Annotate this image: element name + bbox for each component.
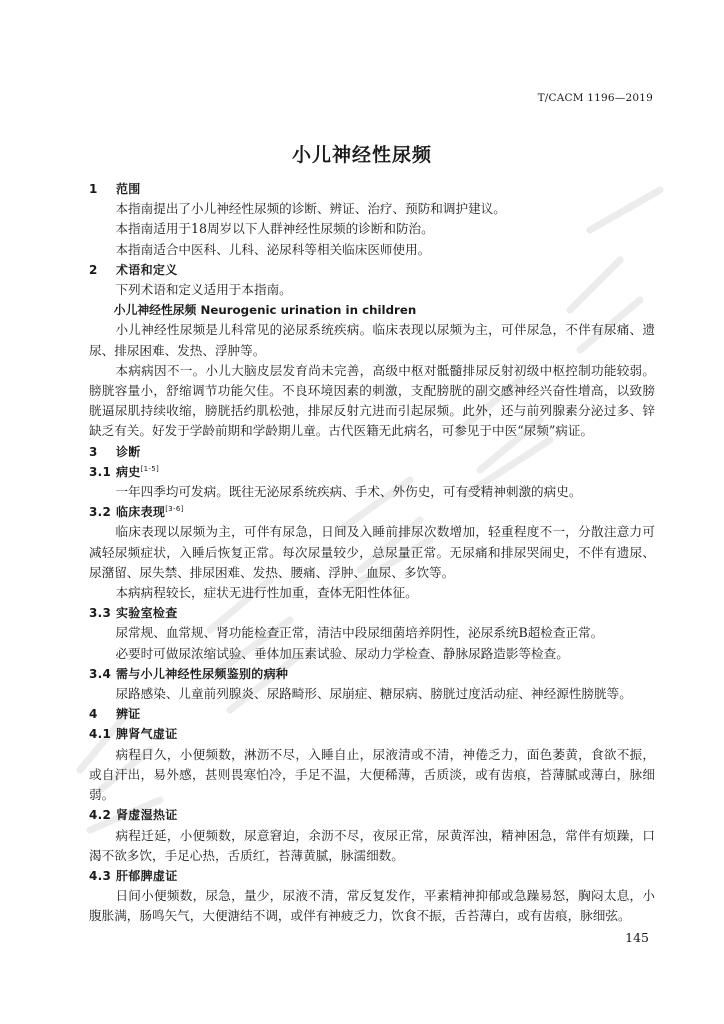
subsection-heading <box>89 462 655 482</box>
citation: [3-6] <box>165 505 184 514</box>
term-entry: 小儿神经性尿频 Neurogenic urination in children <box>113 303 417 318</box>
page-number: 145 <box>625 930 649 945</box>
paragraph: 小儿神经性尿频是儿科常见的泌尿系统疾病。临床表现以尿频为主，可伴尿急，不伴有尿痛、遗尿、排尿困难、发热、浮肿等。 <box>89 322 655 358</box>
subsection-heading <box>89 805 655 825</box>
subsection-title: 肝郁脾虚证 <box>116 868 178 883</box>
paragraph: 必要时可做尿浓缩试验、垂体加压素试验、尿动力学检查、静脉尿路造影等检查。 <box>115 645 569 661</box>
subsection-number: 4.3 <box>89 868 112 883</box>
section-title: 诊断 <box>116 444 141 459</box>
subsection-number: 3.1 <box>89 464 112 479</box>
paragraph: 尿路感染、儿童前列腺炎、尿路畸形、尿崩症、糖尿病、膀胱过度活动症、神经源性膀胱等。 <box>115 686 632 702</box>
section-heading <box>89 179 655 199</box>
section-number: 4 <box>89 707 98 722</box>
paragraph: 日间小便频数，尿急，量少，尿液不清，常反复发作，平素精神抑郁或急躁易怒，胸闷太息，小腹胀满，肠鸣矢气，大便溏结不调，或伴有神疲乏力，饮食不振，舌苔薄白，或有齿痕，脉细弦。 <box>89 888 655 924</box>
subsection-heading <box>89 502 655 522</box>
section-title: 辨证 <box>116 707 141 722</box>
paragraph: 本指南适用于18周岁以下人群神经性尿频的诊断和防治。 <box>115 221 434 237</box>
subsection-number: 4.1 <box>89 727 112 742</box>
subsection-heading <box>89 866 655 886</box>
subsection-number: 3.2 <box>89 505 112 520</box>
document-body <box>89 179 655 927</box>
section-heading <box>89 260 655 280</box>
paragraph: 本病病因不一。小儿大脑皮层发育尚未完善，高级中枢对骶髓排尿反射初级中枢控制功能较弱。膀胱容量小，舒缩调节功能欠佳。不良环境因素的刺激，支配膀胱的副交感神经兴奋性增高，以致膀胱逼尿肌持续收缩，膀胱括约肌松弛，排尿反射亢进而引起尿频。此外，还与前列腺素分泌过多、锌缺乏有关。好发于学龄前期和学龄期儿童。古代医籍无此病名，可参见于中医“尿频”病证。 <box>89 362 655 439</box>
subsection-title: 实验室检查 <box>116 606 178 621</box>
paragraph: 尿常规、血常规、肾功能检查正常，清洁中段尿细菌培养阴性，泌尿系统B超检查正常。 <box>115 625 604 641</box>
subsection-number: 3.3 <box>89 606 112 621</box>
subsection-title: 病史 <box>116 464 141 479</box>
subsection-heading <box>89 724 655 744</box>
section-number: 3 <box>89 444 98 459</box>
subsection-number: 4.2 <box>89 808 112 823</box>
section-title: 范围 <box>116 182 141 196</box>
paragraph: 病程日久，小便频数，淋沥不尽，入睡自止，尿液清或不清，神倦乏力，面色萎黄，食欲不振，或自汗出，易外感，甚则畏寒怕冷，手足不温，大便稀薄，舌质淡，或有齿痕，苔薄腻或薄白，脉细弱。 <box>89 746 655 803</box>
paragraph: 本指南提出了小儿神经性尿频的诊断、辨证、治疗、预防和调护建议。 <box>115 201 506 217</box>
paragraph: 临床表现以尿频为主，可伴有尿急，日间及入睡前排尿次数增加，轻重程度不一，分散注意力可减轻尿频症状，入睡后恢复正常。每次尿量较少，总尿量正常。无尿痛和排尿哭闹史，不伴有遗尿、尿潴留、尿失禁、排尿困难、发热、腰痛、浮肿、血尿、多饮等。 <box>89 524 655 580</box>
subsection-title: 脾肾气虚证 <box>116 727 178 742</box>
section-number: 2 <box>89 262 98 277</box>
subsection-heading <box>89 664 655 684</box>
paragraph: 病程迁延，小便频数，尿意窘迫，余沥不尽，夜尿正常，尿黄浑浊，精神困急，常伴有烦躁，口渴不欲多饮，手足心热，舌质红，苔薄黄腻，脉濡细数。 <box>89 827 655 863</box>
paragraph: 本病病程较长，症状无进行性加重，查体无阳性体征。 <box>115 585 418 601</box>
section-heading <box>89 704 655 724</box>
subsection-heading <box>89 603 655 623</box>
subsection-title: 肾虚湿热证 <box>116 808 178 823</box>
section-title: 术语和定义 <box>116 262 178 277</box>
section-number: 1 <box>89 182 98 196</box>
subsection-title: 需与小儿神经性尿频鉴别的病种 <box>116 666 289 681</box>
page-title: 小儿神经性尿频 <box>291 144 432 166</box>
document-code: T/CACM 1196—2019 <box>537 92 653 104</box>
subsection-number: 3.4 <box>89 666 112 681</box>
subsection-title: 临床表现 <box>116 505 166 520</box>
paragraph: 下列术语和定义适用于本指南。 <box>115 282 292 298</box>
paragraph: 本指南适合中医科、儿科、泌尿科等相关临床医师使用。 <box>115 241 431 257</box>
citation: [1-5] <box>140 464 160 473</box>
section-heading <box>89 442 655 462</box>
paragraph: 一年四季均可发病。既往无泌尿系统疾病、手术、外伤史，可有受精神刺激的病史。 <box>115 484 582 500</box>
